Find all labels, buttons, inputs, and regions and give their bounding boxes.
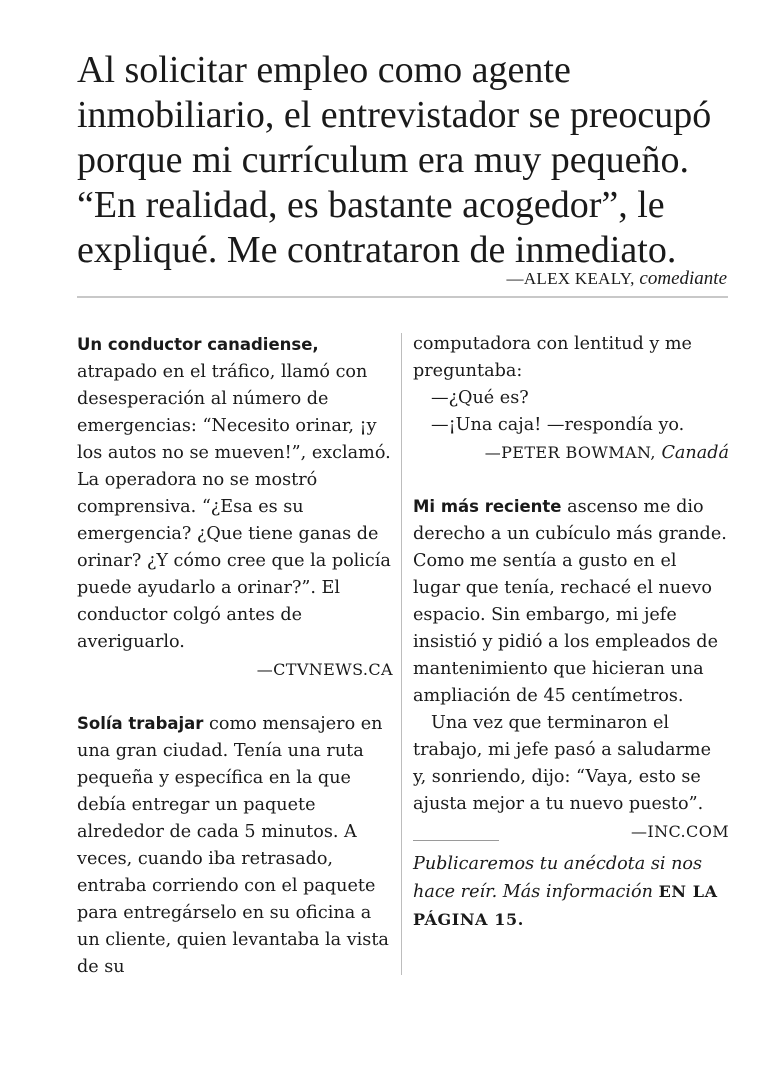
submission-note: Publicaremos tu anécdota si nos hace reír. Más información EN LA PÁGINA 15. (413, 854, 718, 929)
story-3-kicker: Mi más reciente (413, 497, 562, 516)
lead-paragraph-2: “En realidad, es bastante acogedor”, le expliqué. Me contrataron de inmediato. (77, 184, 677, 271)
story-3 (413, 493, 729, 710)
story-1 (77, 331, 393, 656)
column-divider (401, 333, 402, 975)
submission-page-link[interactable]: EN LA PÁGINA 15. (413, 882, 718, 929)
story-2-body: como mensajero en una gran ciudad. Tenía una ruta pequeña y específica en la que debía entregar un paquete alrededor de cada 5 minutos. A veces, cuando iba retrasado, entraba corriendo con el paquete para entregárselo en su oficina a un cliente, quien levantaba la vista de su (77, 714, 389, 977)
story-3-body-2: Una vez que terminaron el trabajo, mi jefe pasó a saludarme y, sonriendo, dijo: “Vaya, esto se ajusta mejor a tu nuevo puesto”. —INC.COM (413, 710, 729, 818)
story-2-dialog-1: —¿Qué es? (431, 388, 529, 408)
story-3-body: ascenso me dio derecho a un cubículo más grande. Como me sentía a gusto en el lugar que tenía, rechacé el nuevo espacio. Sin embargo, mi jefe insistió y pidió a los empleados de mantenimiento que hicieran una ampliación de 45 centímetros. (413, 497, 727, 706)
right-column (413, 331, 729, 934)
story-2-source: —PETER BOWMAN, Canadá (484, 443, 729, 463)
story-1-body: atrapado en el tráfico, llamó con desesperación al número de emergencias: “Necesito orinar, ¡y los autos no se mueven!”, exclamó. La operadora no se mostró comprensiva. “¿Esa es su emergencia? ¿Que tiene ganas de orinar? ¿Y cómo cree que la policía puede ayudarlo a orinar?”. El conductor colgó antes de averiguarlo. (77, 362, 391, 652)
lead-attribution (507, 268, 727, 290)
story-2-dialog-2: —¡Una caja! —respondía yo. (431, 415, 685, 435)
lead-attribution-name: —ALEX KEALY, (506, 269, 635, 288)
story-3-source: —INC.COM (630, 822, 729, 841)
story-1-source: —CTVNEWS.CA (256, 660, 393, 679)
lead-paragraph-1: Al solicitar empleo como agente inmobiliario, el entrevistador se preocupó porque mi currículum era muy pequeño. (77, 49, 712, 181)
section-divider (77, 296, 728, 298)
lead-anecdote (77, 48, 737, 273)
left-column (77, 331, 393, 981)
story-1-kicker: Un conductor canadiense, (77, 335, 319, 354)
story-2-kicker: Solía trabajar (77, 714, 204, 733)
lead-attribution-role: comediante (639, 268, 727, 289)
story-2 (77, 710, 393, 981)
story-2-continued: computadora con lentitud y me preguntaba: (413, 334, 692, 381)
